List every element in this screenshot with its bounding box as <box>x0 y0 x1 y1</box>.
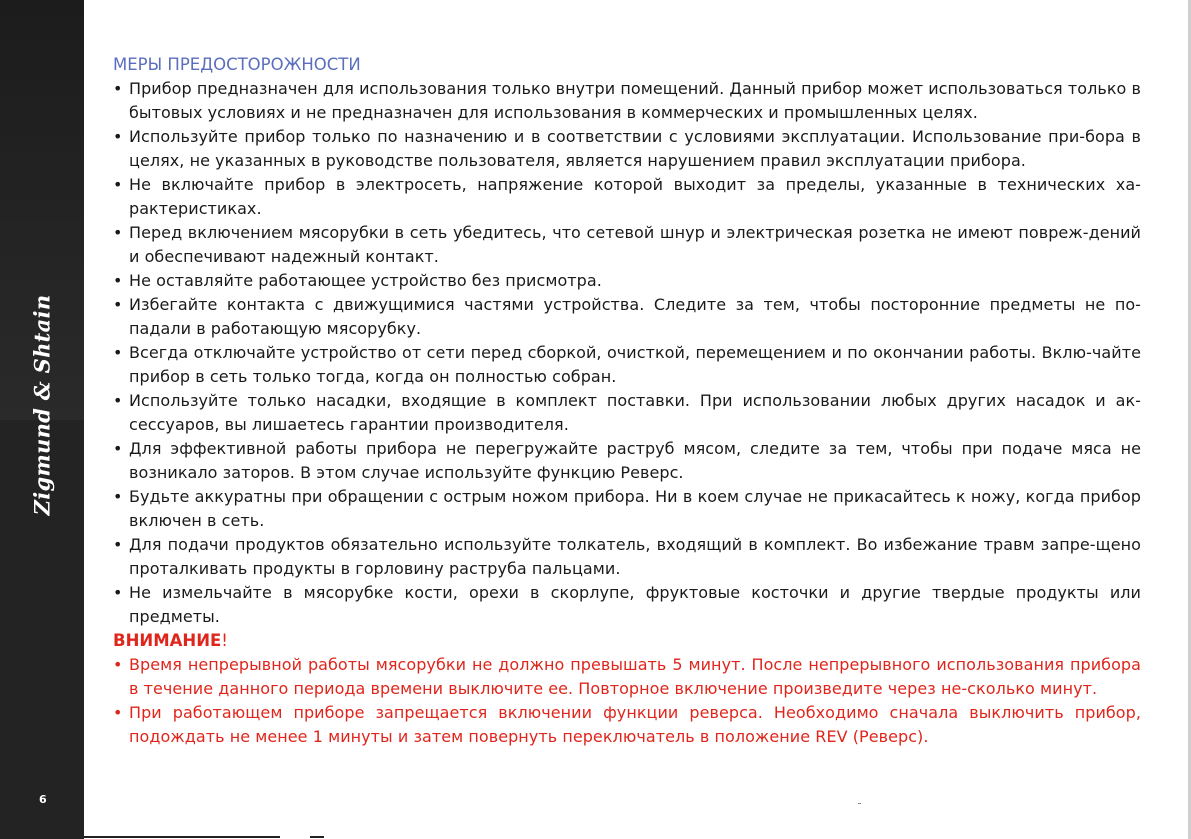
warning-title <box>113 629 1141 653</box>
footer-mark <box>858 803 861 804</box>
precaution-item: • Не оставляйте работающее устройство без присмотра. <box>113 269 1141 293</box>
precautions-list <box>113 77 1141 629</box>
brand-logo: Zigmund & Shtain <box>29 294 55 516</box>
precaution-item: • Для подачи продуктов обязательно используйте толкатель, входящий в комплект. Во избежание травм запре-щено проталкивать продукты в горловину раструба пальцами. <box>113 533 1141 581</box>
warning-item: • Время непрерывной работы мясорубки не должно превышать 5 минут. После непрерывного использования прибора в течение данного периода времени выключите ее. Повторное включение произведите через не-сколько минут. <box>113 653 1141 701</box>
warning-title-text: ВНИМАНИЕ <box>113 631 222 650</box>
footer-rule <box>84 836 280 838</box>
warning-item: • При работающем приборе запрещается включении функции реверса. Необходимо сначала выключить прибор, подождать не менее 1 минуты и затем повернуть переключатель в положение REV (Реверс). <box>113 701 1141 749</box>
precaution-item: • Избегайте контакта с движущимися частями устройства. Следите за тем, чтобы посторонние предметы не по-падали в работающую мясорубку. <box>113 293 1141 341</box>
footer-rule-short <box>310 836 324 838</box>
precaution-item: • Перед включением мясорубки в сеть убедитесь, что сетевой шнур и электрическая розетка не имеют повреж-дений и обеспечивают надежный контакт. <box>113 221 1141 269</box>
precautions-title: МЕРЫ ПРЕДОСТОРОЖНОСТИ <box>113 55 361 74</box>
precaution-item: • Используйте только насадки, входящие в комплект поставки. При использовании любых других насадок и ак-сессуаров, вы лишаетесь гарантии производителя. <box>113 389 1141 437</box>
precaution-item: • Не включайте прибор в электросеть, напряжение которой выходит за пределы, указанные в технических ха-рактеристиках. <box>113 173 1141 221</box>
warning-exclamation: ! <box>221 631 228 650</box>
precaution-item: • Для эффективной работы прибора не перегружайте раструб мясом, следите за тем, чтобы при подаче мяса не возникало заторов. В этом случае используйте функцию Реверс. <box>113 437 1141 485</box>
page-number: 6 <box>39 793 47 806</box>
sidebar <box>0 0 84 839</box>
precaution-item: • Будьте аккуратны при обращении с острым ножом прибора. Ни в коем случае не прикасайтесь к ножу, когда прибор включен в сеть. <box>113 485 1141 533</box>
main-content <box>113 53 1141 749</box>
precaution-item: • Прибор предназначен для использования только внутри помещений. Данный прибор может использоваться только в бытовых условиях и не предназначен для использования в коммерческих и промышленных целях. <box>113 77 1141 125</box>
precaution-item: • Используйте прибор только по назначению и в соответствии с условиями эксплуатации. Использование при-бора в целях, не указанных в руководстве пользователя, является нарушением правил эксплуатации прибора. <box>113 125 1141 173</box>
precaution-item: • Всегда отключайте устройство от сети перед сборкой, очисткой, перемещением и по окончании работы. Вклю-чайте прибор в сеть только тогда, когда он полностью собран. <box>113 341 1141 389</box>
precaution-item: • Не измельчайте в мясорубке кости, орехи в скорлупе, фруктовые косточки и другие твердые продукты или предметы. <box>113 581 1141 629</box>
warning-list <box>113 653 1141 749</box>
